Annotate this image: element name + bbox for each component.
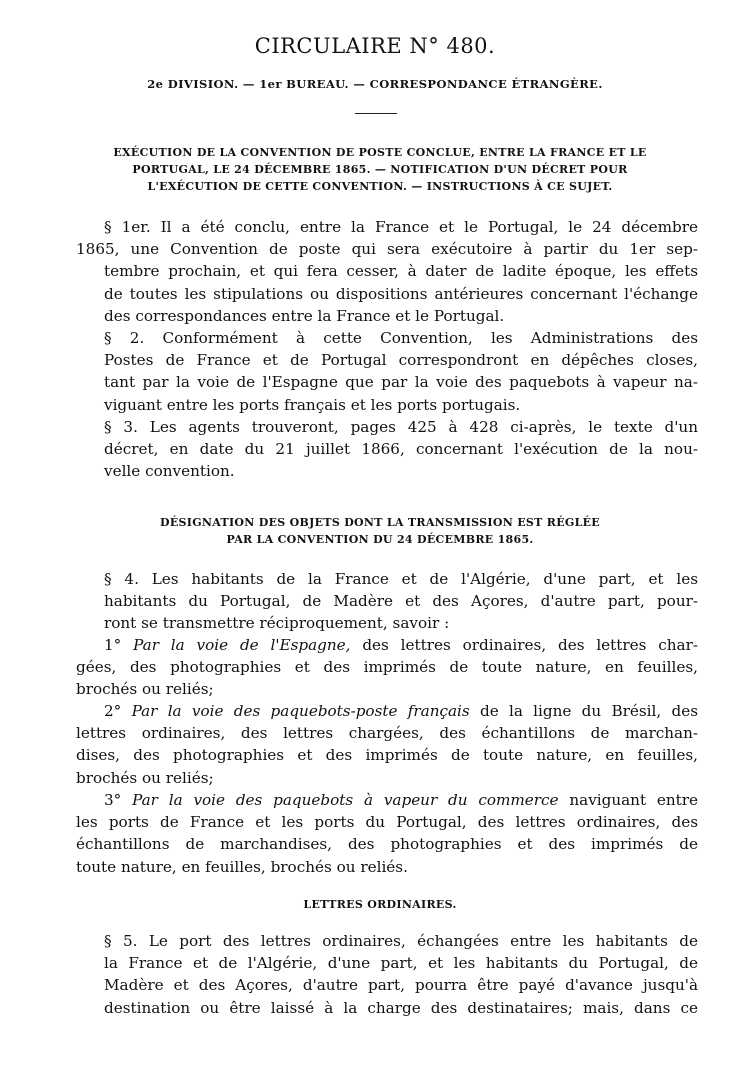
text-line: la France et de l'Algérie, d'une part, et les habitants du Portugal, de	[104, 954, 698, 973]
divider-rule	[355, 113, 397, 114]
text-line: les ports de France et les ports du Portugal, des lettres ordinaires, des	[76, 813, 698, 832]
heading-line: DÉSIGNATION DES OBJETS DONT LA TRANSMISSION EST RÉGLÉE	[159, 516, 600, 529]
text-line: viguant entre les ports français et les ports portugais.	[104, 395, 521, 414]
text-line	[76, 634, 698, 656]
paragraph-4	[76, 568, 698, 635]
text-line: § 3. Les agents trouveront, pages 425 à 428 ci-après, le texte d'un	[104, 418, 698, 436]
heading-execution	[70, 144, 690, 195]
text-line: § 2. Conformément à cette Convention, les Administrations des	[104, 329, 698, 347]
item-number: 3°	[104, 791, 122, 809]
heading-line: L'EXÉCUTION DE CETTE CONVENTION. — INSTRUCTIONS À CE SUJET.	[147, 180, 613, 193]
text-line: dises, des photographies et des imprimés de toute nature, en feuilles,	[76, 746, 698, 765]
text-line: tembre prochain, et qui fera cesser, à dater de ladite époque, les effets	[104, 262, 698, 281]
list-item-1	[76, 634, 698, 701]
text-line: habitants du Portugal, de Madère et des Açores, d'autre part, pour-	[104, 592, 698, 611]
heading-designation	[70, 514, 690, 548]
text-line: § 5. Le port des lettres ordinaires, échangées entre les habitants de	[104, 932, 698, 950]
circular-title: CIRCULAIRE N° 480.	[254, 34, 496, 58]
text-line: brochés ou reliés;	[76, 680, 214, 699]
item-number: 1°	[104, 636, 122, 654]
text-line: destination ou être laissé à la charge des destinataires; mais, dans ce	[104, 998, 698, 1017]
text-line: tant par la voie de l'Espagne que par la voie des paquebots à vapeur na-	[104, 373, 698, 392]
text-line: Postes de France et de Portugal correspondront en dépêches closes,	[104, 351, 698, 370]
text-line: toute nature, en feuilles, brochés ou reliés.	[76, 857, 408, 876]
item-text: de la ligne du Brésil, des	[469, 702, 698, 720]
text-line: § 1er. Il a été conclu, entre la France et le Portugal, le 24 décembre	[104, 218, 698, 236]
text-line: de toutes les stipulations ou dispositions antérieures concernant l'échange	[104, 284, 698, 303]
paragraph-3	[76, 416, 698, 483]
text-line: lettres ordinaires, des lettres chargées, des échantillons de marchan-	[76, 724, 698, 743]
text-line	[76, 700, 698, 722]
text-line: 1865, une Convention de poste qui sera exécutoire à partir du 1er sep-	[76, 240, 698, 259]
text-line: Madère et des Açores, d'autre part, pourra être payé d'avance jusqu'à	[104, 976, 698, 995]
paragraph-2	[76, 327, 698, 416]
item-route: Par la voie de l'Espagne,	[133, 636, 351, 654]
text-line: décret, en date du 21 juillet 1866, concernant l'exécution de la nou-	[104, 440, 698, 459]
text-line: gées, des photographies et des imprimés de toute nature, en feuilles,	[76, 658, 698, 677]
list-item-2	[76, 700, 698, 789]
text-line: velle convention.	[104, 462, 235, 481]
text-line: brochés ou reliés;	[76, 768, 214, 787]
text-line: ront se transmettre réciproquement, savoir :	[104, 614, 450, 633]
item-route: Par la voie des paquebots-poste français	[131, 702, 470, 720]
heading-lettres-ordinaires: LETTRES ORDINAIRES.	[303, 898, 457, 911]
text-line: échantillons de marchandises, des photographies et des imprimés de	[76, 835, 698, 854]
item-text: des lettres ordinaires, des lettres char-	[350, 636, 698, 654]
heading-line: EXÉCUTION DE LA CONVENTION DE POSTE CONCLUE, ENTRE LA FRANCE ET LE	[113, 146, 647, 159]
item-route: Par la voie des paquebots à vapeur du commerce	[132, 791, 559, 809]
paragraph-1	[76, 216, 698, 327]
heading-line: PORTUGAL, LE 24 DÉCEMBRE 1865. — NOTIFICATION D'UN DÉCRET POUR	[132, 163, 628, 176]
text-line: § 4. Les habitants de la France et de l'Algérie, d'une part, et les	[104, 570, 698, 588]
text-line: des correspondances entre la France et le Portugal.	[104, 306, 505, 325]
item-text: naviguant entre	[558, 791, 698, 809]
heading-line: PAR LA CONVENTION DU 24 DÉCEMBRE 1865.	[226, 533, 534, 546]
paragraph-5	[76, 930, 698, 1019]
division-line: 2e DIVISION. — 1er BUREAU. — CORRESPONDANCE ÉTRANGÈRE.	[147, 77, 603, 91]
item-number: 2°	[104, 702, 122, 720]
list-item-3	[76, 789, 698, 878]
text-line	[76, 789, 698, 811]
